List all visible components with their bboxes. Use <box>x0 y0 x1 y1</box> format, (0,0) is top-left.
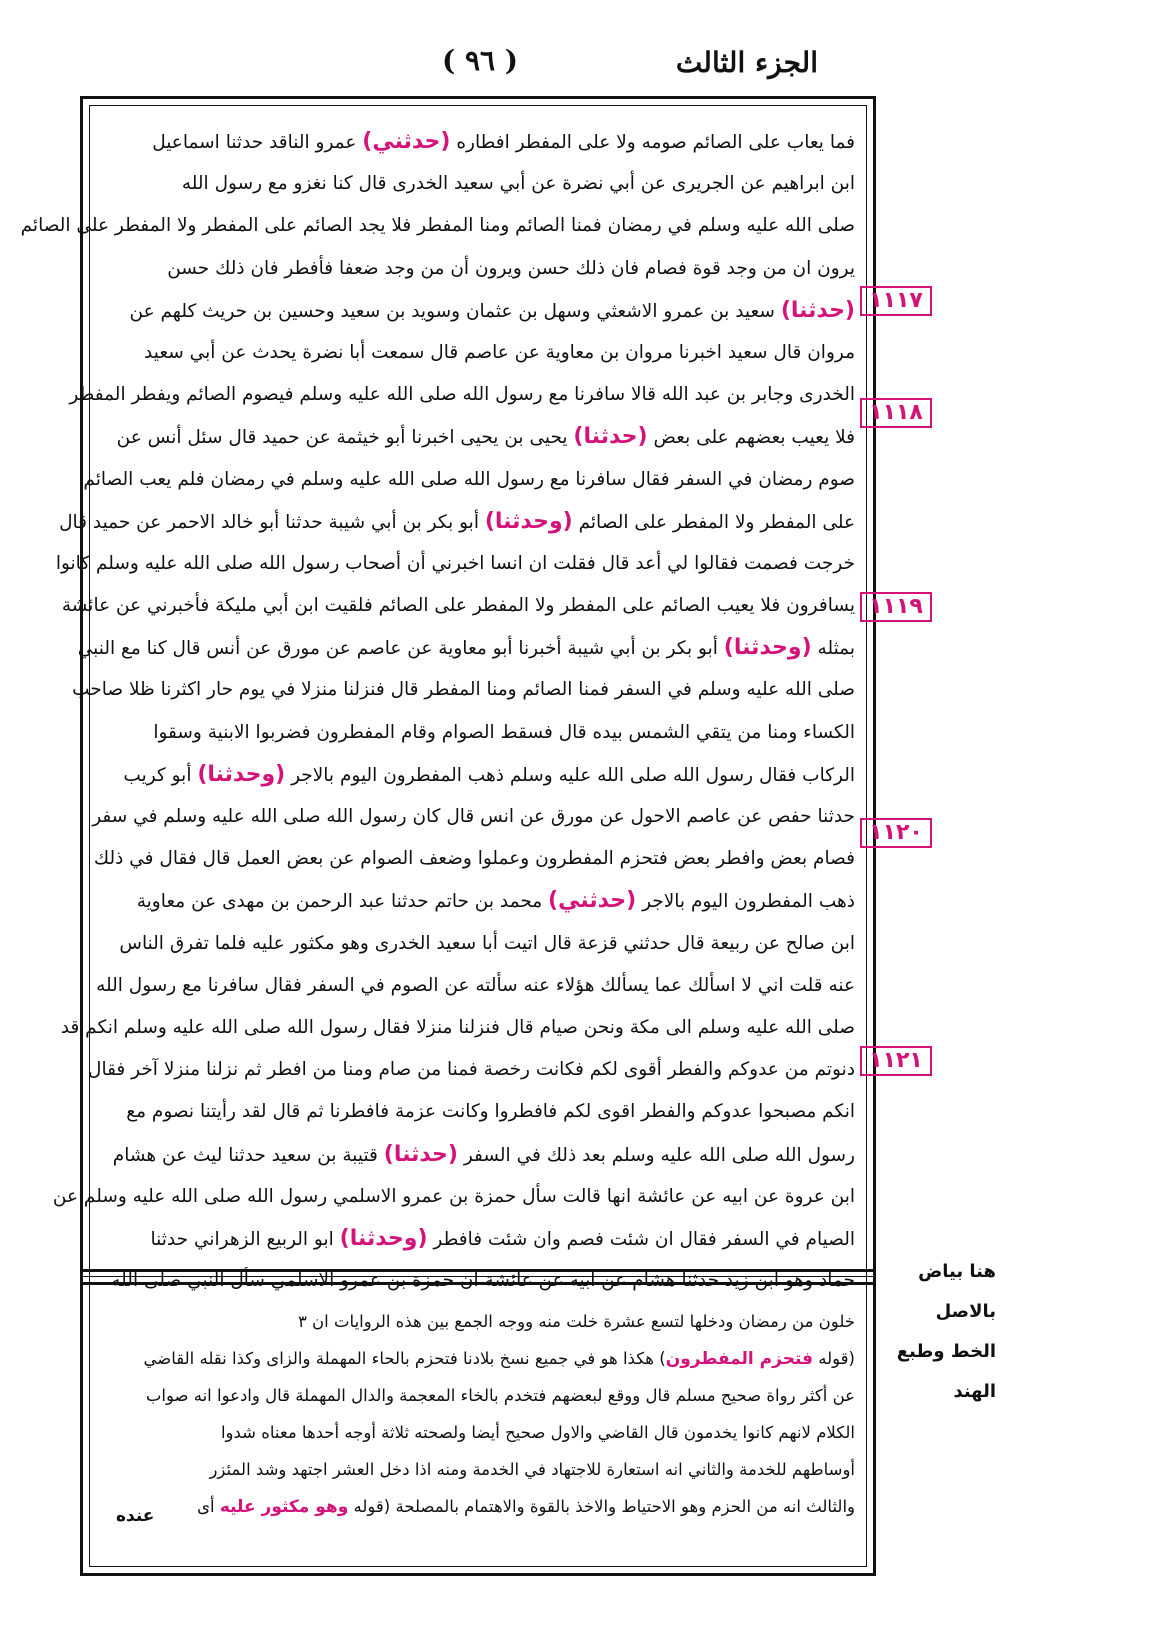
note-line <box>105 1451 855 1488</box>
text-segment: الصيام في السفر فقال ان شئت فصم وان شئت فافطر <box>427 1228 855 1250</box>
text-segment: الكساء ومنا من يتقي الشمس بيده قال فسقط الصوام وقام المفطرون فضربوا الابنية وسقوا <box>153 721 855 743</box>
text-segment: يحيى بن يحيى اخبرنا أبو خيثمة عن حميد قال سئل أنس عن <box>116 427 574 449</box>
text-line <box>93 838 855 880</box>
margin-note-line: هنا بياض بالاصل <box>918 1261 996 1322</box>
text-line <box>105 332 855 374</box>
text-line <box>105 416 855 458</box>
text-segment: ابو الربيع الزهراني حدثنا <box>150 1228 340 1250</box>
highlighted-term: (حدثنا) <box>573 424 648 450</box>
text-line <box>88 1049 855 1091</box>
volume-title: الجزء الثالث <box>675 46 818 79</box>
text-segment: قتيبة بن سعيد حدثنا ليث عن هشام <box>112 1144 384 1166</box>
text-segment: عمرو الناقد حدثنا اسماعيل <box>152 132 363 153</box>
page-number: ( ٩٦ ) <box>441 44 519 77</box>
text-segment: يرون ان من وجد قوة فصام فان ذلك حسن ويرون أن من وجد ضعفا فأفطر فان ذلك حسن <box>167 257 855 279</box>
text-segment: عنه قلت اني لا اسألك عما يسألك هؤلاء عنه سألته عن الصوم في السفر فقال سافرنا مع رسول الله <box>96 974 855 996</box>
hadith-number: ١١١٨ <box>860 398 932 428</box>
text-segment: خرجت فصمت فقالوا لي أعد قال فقلت ان انسا اخبرني أن أصحاب رسول الله صلى الله عليه وسلم كانوا <box>55 552 855 574</box>
highlighted-term: (حدثني) <box>362 129 451 154</box>
text-line <box>105 1134 855 1176</box>
text-line <box>105 712 855 754</box>
text-segment: أى <box>197 1497 220 1516</box>
text-line <box>61 585 855 627</box>
text-segment: صلى الله عليه وسلم في السفر فمنا الصائم ومنا المفطر قال فنزلنا منزلا في يوم حار اكثرنا ظلا صاحب <box>72 679 855 701</box>
highlighted-term: وهو مكثور عليه <box>219 1497 349 1517</box>
highlighted-term: (حدثنا) <box>780 297 855 323</box>
text-segment: صلى الله عليه وسلم في رمضان فمنا الصائم ومنا المفطر فلا يجد الصائم على المفطر ولا المفطر على الصائم <box>20 215 855 237</box>
page-frame <box>20 96 876 1576</box>
hadith-number: ١١١٧ <box>860 286 932 316</box>
text-segment: أبو بكر بن أبي شيبة حدثنا أبو خالد الاحمر عن حميد قال <box>59 511 485 533</box>
text-segment: يسافرون فلا يعيب الصائم على المفطر ولا المفطر على الصائم فلقيت ابن أبي مليكة فأخبرني عن عائشة <box>61 595 855 617</box>
text-segment: محمد بن حاتم حدثنا عبد الرحمن بن مهدى عن معاوية <box>136 891 549 913</box>
highlighted-term: (وحدثنا) <box>197 761 286 787</box>
footnote-divider <box>83 1269 873 1285</box>
text-segment: والثالث انه من الحزم وهو الاحتياط والاخذ بالقوة والاهتمام بالمصلحة (قوله <box>348 1497 855 1516</box>
text-segment: الكلام لانهم كانوا يخدمون قال القاضي والاول صحيح أيضا ولصحته ثلاثة أوجه أحدها معناه شدوا <box>220 1423 855 1442</box>
text-segment: رسول الله صلى الله عليه وسلم بعد ذلك في السفر <box>457 1144 855 1166</box>
text-segment: فلا يعيب بعضهم على بعض <box>647 427 855 449</box>
text-line <box>105 121 855 163</box>
text-line <box>96 965 855 1007</box>
catchword: عنده <box>116 1506 155 1526</box>
text-line <box>55 543 855 585</box>
text-line <box>105 163 855 205</box>
text-segment: ابن صالح عن ربيعة قال حدثني قزعة قال اتيت أبا سعيد الخدرى وهو مكثور عليه فلما تفرق الناس <box>119 932 855 954</box>
text-line <box>105 880 855 922</box>
text-segment: ابن عروة عن ابيه عن عائشة انها قالت سأل حمزة بن عمرو الاسلمي رسول الله صلى الله عليه وسلم عن <box>52 1185 855 1207</box>
margin-note <box>856 1252 996 1412</box>
text-line <box>105 1091 855 1133</box>
text-line <box>72 669 855 711</box>
text-segment: فما يعاب على الصائم صومه ولا على المفطر افطاره <box>450 132 855 153</box>
text-line <box>83 459 855 501</box>
text-segment: حدثنا حفص عن عاصم الاحول عن مورق عن انس قال كان رسول الله صلى الله عليه وسلم في سفر <box>92 806 855 827</box>
text-line <box>52 1176 855 1218</box>
text-segment: الركاب فقال رسول الله صلى الله عليه وسلم ذهب المفطرون اليوم بالاجر <box>285 764 855 786</box>
margin-note-line: الخط وطبع الهند <box>896 1341 996 1402</box>
highlighted-term: (وحدثنا) <box>723 635 812 661</box>
note-line <box>105 1377 855 1414</box>
text-segment: خلون من رمضان ودخلها لتسع عشرة خلت منه ووجه الجمع بين هذه الروايات ان ٣ <box>297 1312 855 1331</box>
text-line <box>60 1007 855 1049</box>
text-segment: ابن ابراهيم عن الجريرى عن أبي نضرة عن أبي سعيد الخدرى قال كنا نغزو مع رسول الله <box>181 173 855 195</box>
text-segment: ذهب المفطرون اليوم بالاجر <box>636 891 855 913</box>
text-segment: (قوله <box>813 1349 855 1368</box>
text-segment: الخدرى وجابر بن عبد الله قالا سافرنا مع رسول الله صلى الله عليه وسلم فيصوم الصائم ويفطر المفطر <box>69 384 855 406</box>
hadith-number: ١١٢٠ <box>860 818 932 848</box>
highlighted-term: (وحدثنا) <box>339 1225 428 1251</box>
text-line <box>105 754 855 796</box>
text-segment: فصام بعض وافطر بعض فتحزم المفطرون وعملوا وضعف الصوام عن بعض العمل قال فقال في ذلك <box>93 848 855 870</box>
highlighted-term: (حدثنا) <box>383 1141 458 1167</box>
text-line <box>105 290 855 332</box>
highlighted-term: (حدثني) <box>548 888 637 914</box>
highlighted-term: (وحدثنا) <box>484 508 573 534</box>
text-segment: صلى الله عليه وسلم الى مكة ونحن صيام قال فنزلنا منزلا فقال رسول الله صلى الله عليه وسلم انكم قد <box>60 1016 855 1038</box>
note-line <box>105 1488 855 1525</box>
text-segment: بمثله <box>811 638 855 660</box>
text-line <box>69 374 855 416</box>
text-segment: سعيد بن عمرو الاشعثي وسهل بن عثمان وسويد بن سعيد وحسين بن حريث كلهم عن <box>129 300 781 322</box>
highlighted-term: فتحزم المفطرون <box>665 1349 814 1369</box>
text-line <box>92 796 855 838</box>
text-line <box>59 501 855 543</box>
text-line <box>105 923 855 965</box>
text-segment: ) هكذا هو في جميع نسخ بلادنا فتحزم بالحاء المهملة والزاى وكذا نقله القاضي <box>143 1349 666 1368</box>
text-segment: أوساطهم للخدمة والثاني انه استعارة للاجتهاد في الخدمة ومنه اذا دخل العشر اجتهد وشد المئزر <box>209 1460 855 1479</box>
text-segment: على المفطر ولا المفطر على الصائم <box>572 511 855 533</box>
hadith-number: ١١٢١ <box>860 1046 932 1076</box>
note-line <box>105 1340 855 1377</box>
note-line <box>105 1303 855 1340</box>
text-line <box>77 627 855 669</box>
text-segment: أبو بكر بن أبي شيبة أخبرنا أبو معاوية عن عاصم عن مورق عن أنس قال كنا مع النبي <box>77 638 724 660</box>
text-segment: صوم رمضان في السفر فقال سافرنا مع رسول الله صلى الله عليه وسلم في رمضان فلم يعب الصائم <box>83 468 855 490</box>
note-line <box>105 1414 855 1451</box>
commentary-notes <box>105 1303 855 1553</box>
text-line <box>105 1218 855 1260</box>
text-segment: عن أكثر رواة صحيح مسلم قال ووقع لبعضهم فتخدم بالخاء المعجمة والدال المهملة قال وادعوا انه صواب <box>145 1386 855 1405</box>
hadith-text <box>20 121 855 1292</box>
text-segment: انكم مصبحوا عدوكم والفطر اقوى لكم فافطروا وكانت عزمة فافطرنا ثم قال لقد رأيتنا نصوم مع <box>126 1101 855 1123</box>
text-segment: دنوتم من عدوكم والفطر أقوى لكم فكانت رخصة فمنا من صام ومنا من افطر ثم نزلنا منزلا آخر فقال <box>88 1059 855 1081</box>
text-segment: مروان قال سعيد اخبرنا مروان بن معاوية عن عاصم قال سمعت أبا نضرة يحدث عن أبي سعيد <box>144 341 855 363</box>
text-line <box>105 248 855 290</box>
text-segment: أبو كريب <box>123 764 198 786</box>
text-segment: حماد وهو ابن زيد حدثنا هشام عن ابيه عن عائشة ان حمزة بن عمرو الاسلمي سأل النبي صلى الله <box>111 1270 855 1292</box>
text-line <box>20 205 855 247</box>
hadith-number: ١١١٩ <box>860 592 932 622</box>
